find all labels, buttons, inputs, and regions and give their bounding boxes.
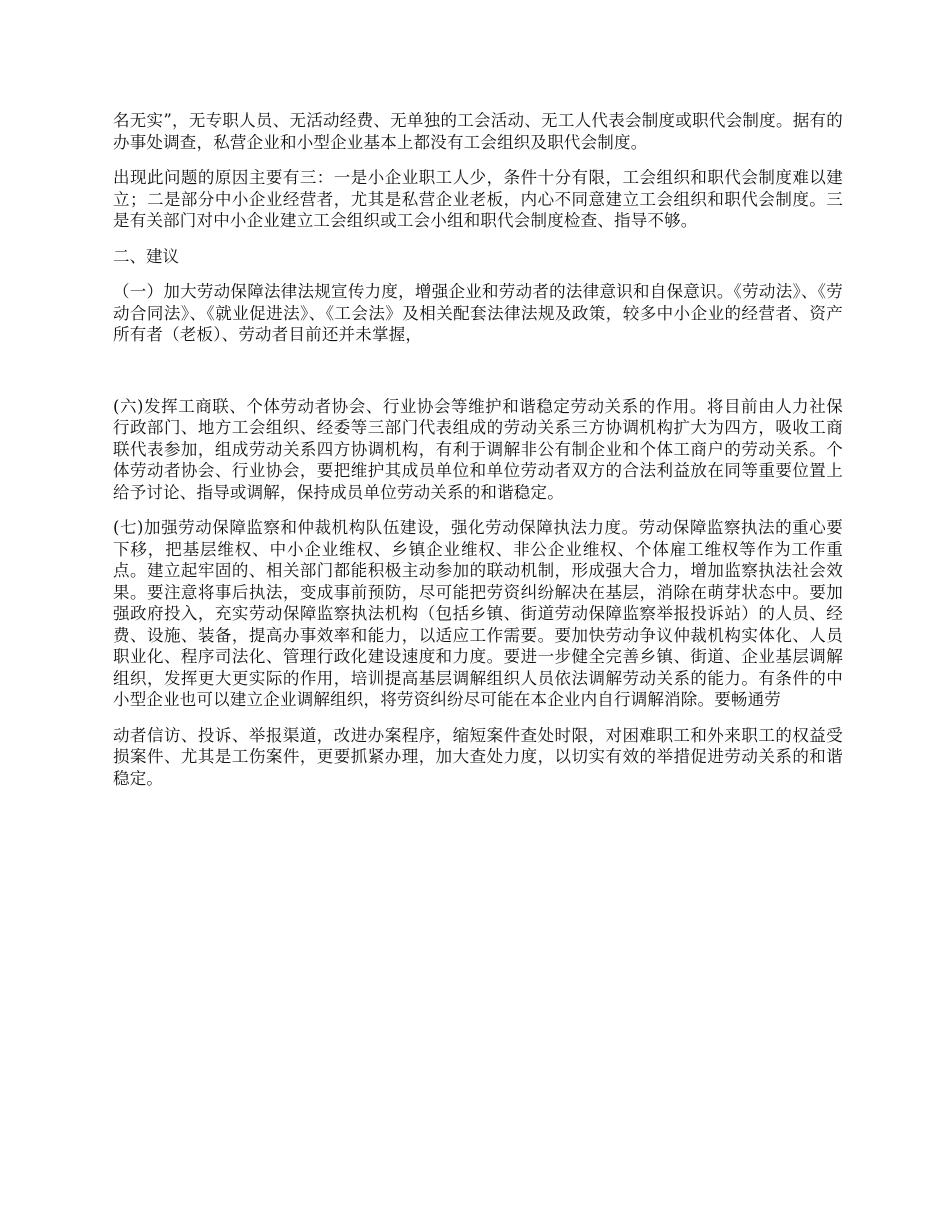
paragraph-suggestion-6: (六)发挥工商联、个体劳动者协会、行业协会等维护和谐稳定劳动关系的作用。将目前由人力社保行政部门、地方工会组织、经委等三部门代表组成的劳动关系三方协调机构扩大为四方，吸收工商联代表参加，组成劳动关系四方协调机构，有利于调解非公有制企业和个体工商户的劳动关系。个体劳动者协会、行业协会，要把维护其成员单位和单位劳动者双方的合法利益放在同等重要位置上给予讨论、指导或调解，保持成员单位劳动关系的和谐稳定。 [113,396,843,502]
paragraph-union-status: 名无实”，无专职人员、无活动经费、无单独的工会活动、无工人代表会制度或职代会制度。据有的办事处调查，私营企业和小型企业基本上都没有工会组织及职代会制度。 [113,111,843,152]
paragraph-suggestion-7: (七)加强劳动保障监察和仲裁机构队伍建设，强化劳动保障执法力度。劳动保障监察执法的重心要下移，把基层维权、中小企业维权、乡镇企业维权、非公企业维权、个体雇工维权等作为工作重点。建立起牢固的、相关部门都能积极主动参加的联动机制，形成强大合力，增加监察执法社会效果。要注意将事后执法，变成事前预防，尽可能把劳资纠纷解决在基层，消除在萌芽状态中。要加强政府投入，充实劳动保障监察执法机构（包括乡镇、街道劳动保障监察举报投诉站）的人员、经费、设施、装备，提高办事效率和能力，以适应工作需要。要加快劳动争议仲裁机构实体化、人员职业化、程序司法化、管理行政化建设速度和力度。要进一步健全完善乡镇、街道、企业基层调解组织，发挥更大更实际的作用，培训提高基层调解组织人员依法调解劳动关系的能力。有条件的中小型企业也可以建立企业调解组织，将劳资纠纷尽可能在本企业内自行调解消除。要畅通劳 [113,518,843,709]
document-page [113,110,843,803]
paragraph-causes: 出现此问题的原因主要有三：一是小企业职工人少，条件十分有限，工会组织和职代会制度难以建立；二是部分中小企业经营者，尤其是私营企业老板，内心不同意建立工会组织和职代会制度。三是有关部门对中小企业建立工会组织或工会小组和职代会制度检查、指导不够。 [113,168,843,230]
paragraph-suggestion-1: （一）加大劳动保障法律法规宣传力度，增强企业和劳动者的法律意识和自保意识。《劳动法》、《劳动合同法》、《就业促进法》、《工会法》及相关配套法律法规及政策，较多中小企业的经营者、资产所有者（老板）、劳动者目前还并未掌握， [113,282,843,344]
paragraph-gap [113,360,843,396]
section-heading-suggestions: 二、建议 [113,246,179,266]
paragraph-suggestion-7-continued: 动者信访、投诉、举报渠道，改进办案程序，缩短案件查处时限，对困难职工和外来职工的权益受损案件、尤其是工伤案件，更要抓紧办理，加大查处力度，以切实有效的举措促进劳动关系的和谐稳定。 [113,725,843,788]
